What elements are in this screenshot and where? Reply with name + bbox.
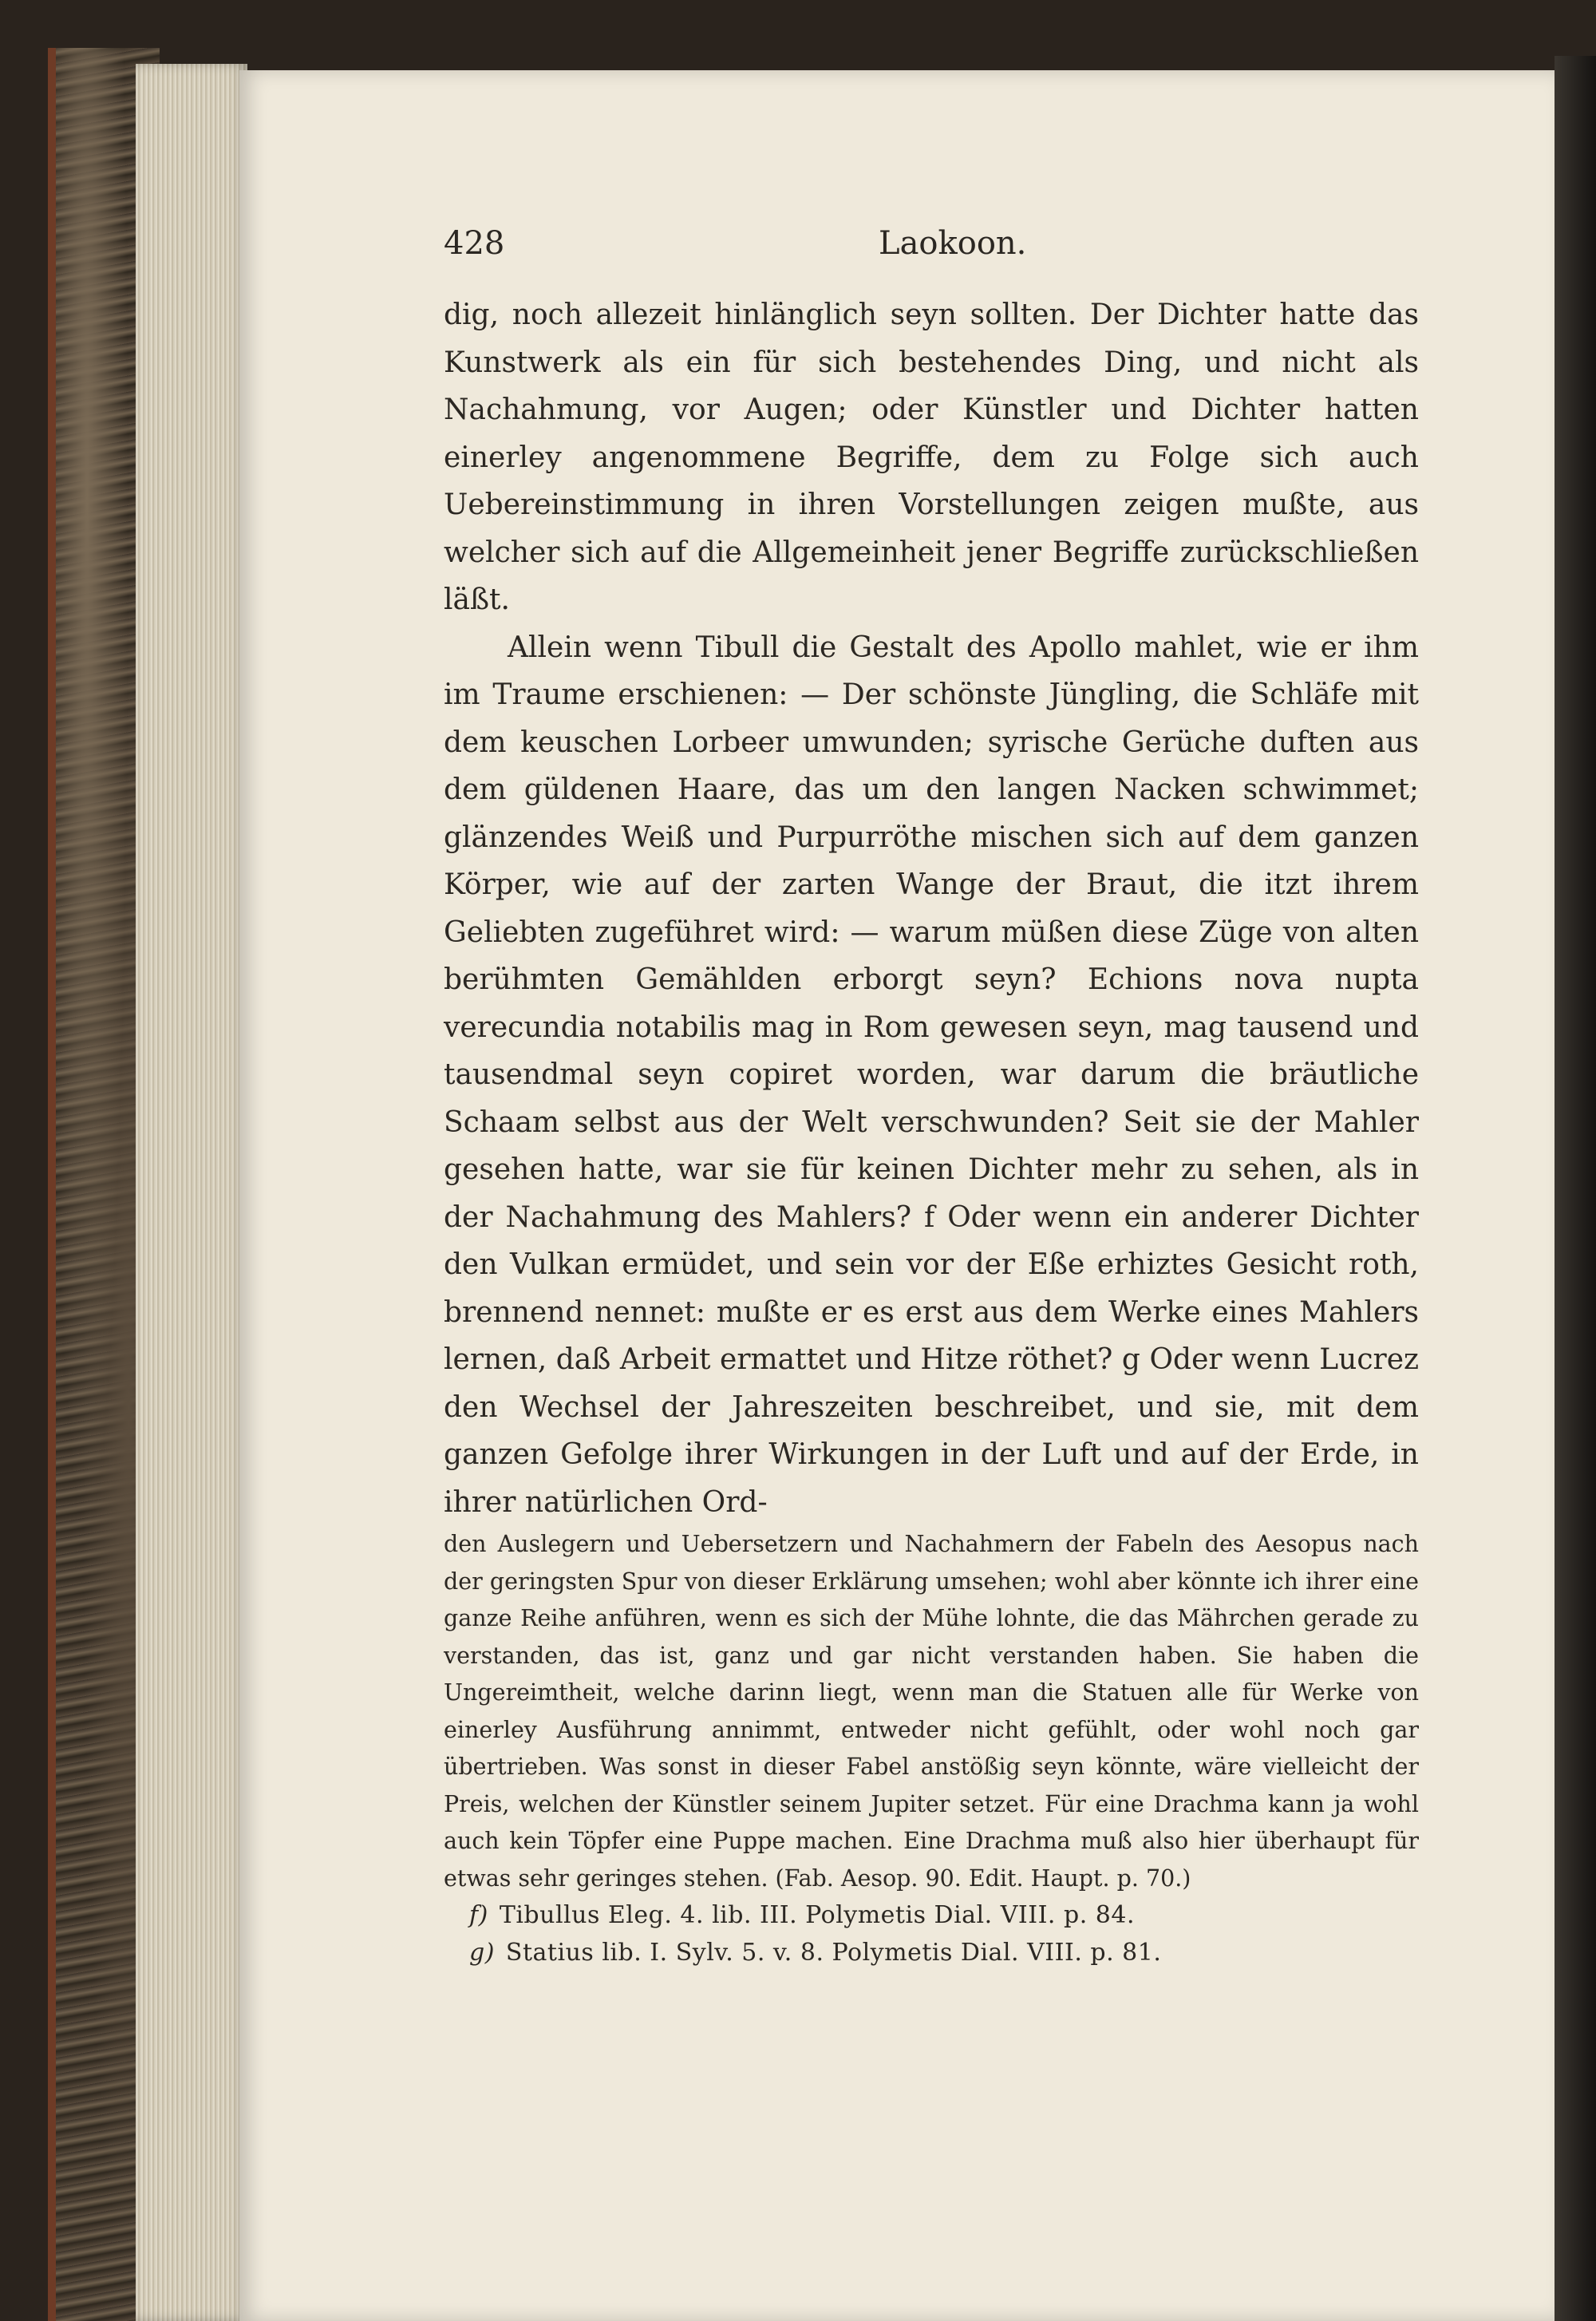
footnote-g: [444, 1935, 1419, 1972]
book-spine: [1555, 56, 1596, 2321]
page-header: [444, 225, 1417, 273]
footnote-f: [444, 1897, 1419, 1935]
footnotes: [444, 1526, 1419, 1971]
page-edges: [136, 64, 247, 2321]
footnote-continuation: den Auslegern und Uebersetzern und Nachahmern der Fabeln des Aesopus nach der geringsten Spur von dieser Erklärung umsehen; wohl aber könnte ich ihrer eine ganze Reihe anführen, wenn es sich der Mühe lohnte, die das Mährchen gerade zu verstanden, das ist, ganz und gar nicht verstanden haben. Sie haben die Ungereimtheit, welche darinn liegt, wenn man die Statuen alle für Werke von einerley Ausführung annimmt, entweder nicht gefühlt, oder wohl noch gar übertrieben. Was sonst in dieser Fabel anstößig seyn könnte, wäre vielleicht der Preis, welchen der Künstler seinem Jupiter setzet. Für eine Drachma kann ja wohl auch kein Töpfer eine Puppe machen. Eine Drachma muß also hier überhaupt für etwas sehr geringes stehen. (Fab. Aesop. 90. Edit. Haupt. p. 70.): [444, 1531, 1419, 1892]
footnote-text: Statius lib. I. Sylv. 5. v. 8. Polymetis Dial. VIII. p. 81.: [505, 1938, 1162, 1967]
paragraph: Allein wenn Tibull die Gestalt des Apollo mahlet, wie er ihm im Traume erschienen: — Der schönste Jüngling, die Schläfe mit dem keuschen Lorbeer umwunden; syrische Gerüche duften aus dem güldenen Haare, das um den langen Nacken schwimmet; glänzendes Weiß und Purpurröthe mischen sich auf dem ganzen Körper, wie auf der zarten Wange der Braut, die itzt ihrem Geliebten zugeführet wird: — warum müßen diese Züge von alten berühmten Gemählden erborgt seyn? Echions nova nupta verecundia notabilis mag in Rom gewesen seyn, mag tausend und tausendmal seyn copiret worden, war darum die bräutliche Schaam selbst aus der Welt verschwunden? Seit sie der Mahler gesehen hatte, war sie für keinen Dichter mehr zu sehen, als in der Nachahmung des Mahlers? f Oder wenn ein anderer Dichter den Vulkan ermüdet, und sein vor der Eße erhiztes Gesicht roth, brennend nennet: mußte er es erst aus dem Werke eines Mahlers lernen, daß Arbeit ermattet und Hitze röthet? g Oder wenn Lucrez den Wechsel der Jahreszeiten beschreibet, und sie, mit dem ganzen Gefolge ihrer Wirkungen in der Luft und auf der Erde, in ihrer natürlichen Ord-: [444, 631, 1419, 1519]
running-head: Laokoon.: [879, 225, 1027, 262]
page-number: 428: [444, 225, 505, 262]
main-text: [444, 291, 1419, 1526]
footnote-text: Tibullus Eleg. 4. lib. III. Polymetis Dial. VIII. p. 84.: [499, 1901, 1135, 1929]
footnote-mark: g): [469, 1938, 495, 1967]
paragraph: dig, noch allezeit hinlänglich seyn sollten. Der Dichter hatte das Kunstwerk als ein für sich bestehendes Ding, und nicht als Nachahmung, vor Augen; oder Künstler und Dichter hatten einerley angenommene Begriffe, dem zu Folge sich auch Uebereinstimmung in ihren Vorstellungen zeigen mußte, aus welcher sich auf die Allgemeinheit jener Begriffe zurückschließen läßt.: [444, 299, 1419, 616]
footnote-mark: f): [469, 1901, 488, 1929]
